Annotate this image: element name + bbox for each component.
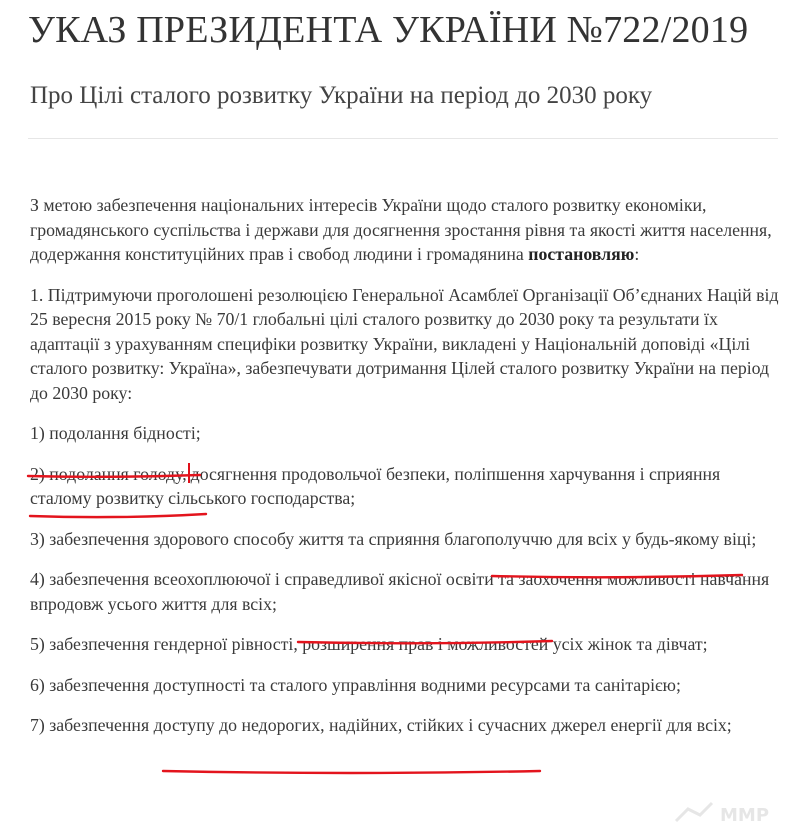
goal-2 xyxy=(30,462,782,511)
decree-body xyxy=(30,193,782,754)
goal-2-part-b: досягнення продовольчої безпеки, поліпшення харчування і сприяння сталому розвитку сільського господарства; xyxy=(30,463,721,508)
watermark-emblem xyxy=(676,803,712,821)
title-divider xyxy=(28,138,778,139)
goal-4: 4) забезпечення всеохоплюючої і справедливої якісної освіти та заохочення можливості навчання впродовж усього життя для всіх; xyxy=(30,569,770,614)
intro-end: : xyxy=(634,244,640,264)
goal-5: 5) забезпечення гендерної рівності, розширення прав і можливостей усіх жінок та дівчат; xyxy=(30,634,708,654)
page-title: УКАЗ ПРЕЗИДЕНТА УКРАЇНИ №722/2019 xyxy=(28,9,749,51)
intro-text: З метою забезпечення національних інтересів України щодо сталого розвитку економіки, громадянського суспільства і держави для досягнення зростання рівня та якості життя населення, додержання конституційних прав і свобод людини і громадянина xyxy=(30,195,772,264)
intro-bold: постановляю xyxy=(528,244,635,264)
goal-6: 6) забезпечення доступності та сталого управління водними ресурсами та санітарією; xyxy=(30,674,681,695)
goal-7: 7) забезпечення доступу до недорогих, надійних, стійких і сучасних джерел енергії для всіх; xyxy=(30,715,732,735)
goal-2-part-a: 2) подолання голоду, xyxy=(30,463,187,484)
goal-3: 3) забезпечення здорового способу життя та сприяння благополуччю для всіх у будь-якому віці; xyxy=(30,528,757,549)
annotation-mark xyxy=(188,463,190,483)
page-subtitle: Про Цілі сталого розвитку України на період до 2030 року xyxy=(30,82,653,109)
intro-paragraph xyxy=(30,193,782,267)
paragraph-1: 1. Підтримуючи проголошені резолюцією Генеральної Асамблеї Організації Об’єднаних Націй від 25 вересня 2015 року № 70/1 глобальні цілі сталого розвитку до 2030 року та результати їх адаптації з урахуванням специфіки розвитку України, викладені у Національній доповіді «Цілі сталого розвитку: Україна», забезпечувати дотримання Цілей сталого розвитку України на період до 2030 року: xyxy=(30,284,779,403)
underline-goal-6 xyxy=(163,771,540,773)
watermark-logo xyxy=(672,795,792,831)
goal-1: 1) подолання бідності; xyxy=(30,423,201,443)
watermark-text: MMP xyxy=(720,805,770,826)
